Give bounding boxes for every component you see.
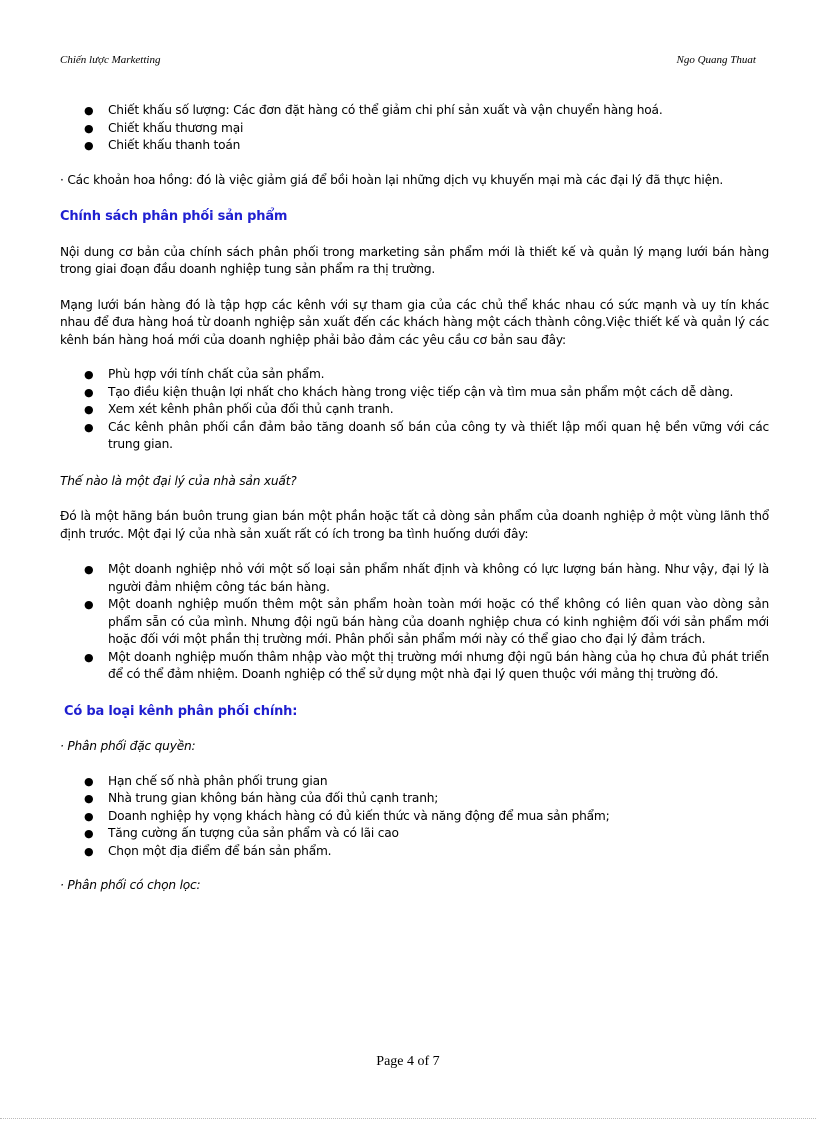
- list-item: ● Một doanh nghiệp nhỏ với một số loại sản phẩm nhất định và không có lực lượng bán hàng. Như vậy, đại lý là người đảm nhiệm công tác bán hàng.: [84, 562, 769, 594]
- list-item: ● Chiết khấu thương mại: [108, 120, 769, 138]
- list-item: ● Một doanh nghiệp muốn thêm một sản phẩm hoàn toàn mới hoặc có thể không có liên quan vào dòng sản phẩm sẵn có của mình. Nhưng đội ngũ bán hàng của doanh nghiệp chưa có kinh nghiệm đối với sản phẩm mới hoặc đối với một phần thị trường mới. Phân phối sản phẩm mới này có thể giao cho đại lý đảm trách.: [84, 597, 769, 646]
- bullet-dot-icon: ●: [84, 792, 94, 805]
- bullet-dot-icon: ●: [84, 598, 94, 611]
- paragraph-commission: · Các khoản hoa hồng: đó là việc giảm giá để bồi hoàn lại những dịch vụ khuyến mại mà các đại lý đã thực hiện.: [60, 172, 724, 187]
- bullet-dot-icon: ●: [84, 139, 94, 152]
- bullet-dot-icon: ●: [84, 827, 94, 840]
- list-item: ● Chiết khấu thanh toán: [108, 137, 769, 155]
- list-item: ● Chiết khấu số lượng: Các đơn đặt hàng có thể giảm chi phí sản xuất và vận chuyển hàng hoá.: [108, 102, 769, 120]
- list-item: ● Phù hợp với tính chất của sản phẩm.: [108, 366, 769, 384]
- list-item: ● Doanh nghiệp hy vọng khách hàng có đủ kiến thức và năng động để mua sản phẩm;: [108, 808, 769, 826]
- list-item: ● Các kênh phân phối cần đảm bảo tăng doanh số bán của công ty và thiết lập mối quan hệ bền vững với các trung gian.: [84, 419, 769, 451]
- bullet-dot-icon: ●: [84, 104, 94, 117]
- document-body: [60, 102, 769, 895]
- paragraph-network: Mạng lưới bán hàng đó là tập hợp các kênh với sự tham gia của các chủ thể khác nhau có sức mạnh và uy tín khác nhau để đưa hàng hoá từ doanh nghiệp sản xuất đến các khách hàng một cách thành công.Việc thiết kế và quản lý các kênh bán hàng hoá mới của doanh nghiệp phải bảo đảm các yêu cầu cơ bản sau đây:: [60, 297, 769, 347]
- exclusive-list: [60, 773, 769, 861]
- bullet-dot-icon: ●: [84, 420, 94, 434]
- bullet-dot-icon: ●: [84, 368, 94, 381]
- page-number: Page 4 of 7: [376, 1054, 440, 1069]
- subheading-exclusive: · Phân phối đặc quyền:: [60, 739, 196, 753]
- subheading-selective: · Phân phối có chọn lọc:: [60, 878, 201, 892]
- bullet-dot-icon: ●: [84, 121, 94, 135]
- paragraph-content: Nội dung cơ bản của chính sách phân phối trong marketing sản phẩm mới là thiết kế và quản lý mạng lưới bán hàng trong giai đoạn đầu doanh nghiệp tung sản phẩm ra thị trường.: [60, 244, 769, 276]
- list-item: ● Một doanh nghiệp muốn thâm nhập vào một thị trường mới nhưng đội ngũ bán hàng của họ chưa đủ phát triển để có thể đảm nhiệm. Doanh nghiệp có thể sử dụng một nhà đại lý quen thuộc với mảng thị trường đó.: [84, 649, 769, 681]
- paragraph-agent: Đó là một hãng bán buôn trung gian bán một phần hoặc tất cả dòng sản phẩm của doanh nghiệp ở một vùng lãnh thổ định trước. Một đại lý của nhà sản xuất rất có ích trong ba tình huống dưới đây:: [60, 509, 769, 541]
- list-item: ● Chọn một địa điểm để bán sản phẩm.: [108, 843, 769, 861]
- list-item: ● Nhà trung gian không bán hàng của đối thủ cạnh tranh;: [108, 790, 769, 808]
- discount-list: [60, 102, 769, 155]
- header-author: Ngo Quang Thuat: [676, 54, 756, 66]
- bullet-dot-icon: ●: [84, 403, 94, 416]
- page-bottom-divider: [0, 1118, 816, 1119]
- situations-list: [60, 561, 769, 684]
- question-agent: Thế nào là một đại lý của nhà sản xuất?: [60, 473, 297, 488]
- bullet-dot-icon: ●: [84, 809, 94, 823]
- heading-distribution-policy: Chính sách phân phối sản phẩm: [60, 209, 288, 224]
- bullet-dot-icon: ●: [84, 774, 94, 788]
- bullet-dot-icon: ●: [84, 844, 94, 858]
- bullet-dot-icon: ●: [84, 385, 94, 399]
- header-title: Chiến lược Marketting: [60, 54, 161, 66]
- bullet-dot-icon: ●: [84, 563, 94, 576]
- list-item: ● Tạo điều kiện thuận lợi nhất cho khách hàng trong việc tiếp cận và tìm mua sản phẩm một cách dễ dàng.: [108, 384, 769, 402]
- list-item: ● Hạn chế số nhà phân phối trung gian: [108, 773, 769, 791]
- list-item: ● Xem xét kênh phân phối của đối thủ cạnh tranh.: [108, 401, 769, 419]
- requirements-list: [60, 366, 769, 454]
- list-item: ● Tăng cường ấn tượng của sản phẩm và có lãi cao: [108, 825, 769, 843]
- bullet-dot-icon: ●: [84, 650, 94, 664]
- heading-three-types: Có ba loại kênh phân phối chính:: [64, 703, 298, 719]
